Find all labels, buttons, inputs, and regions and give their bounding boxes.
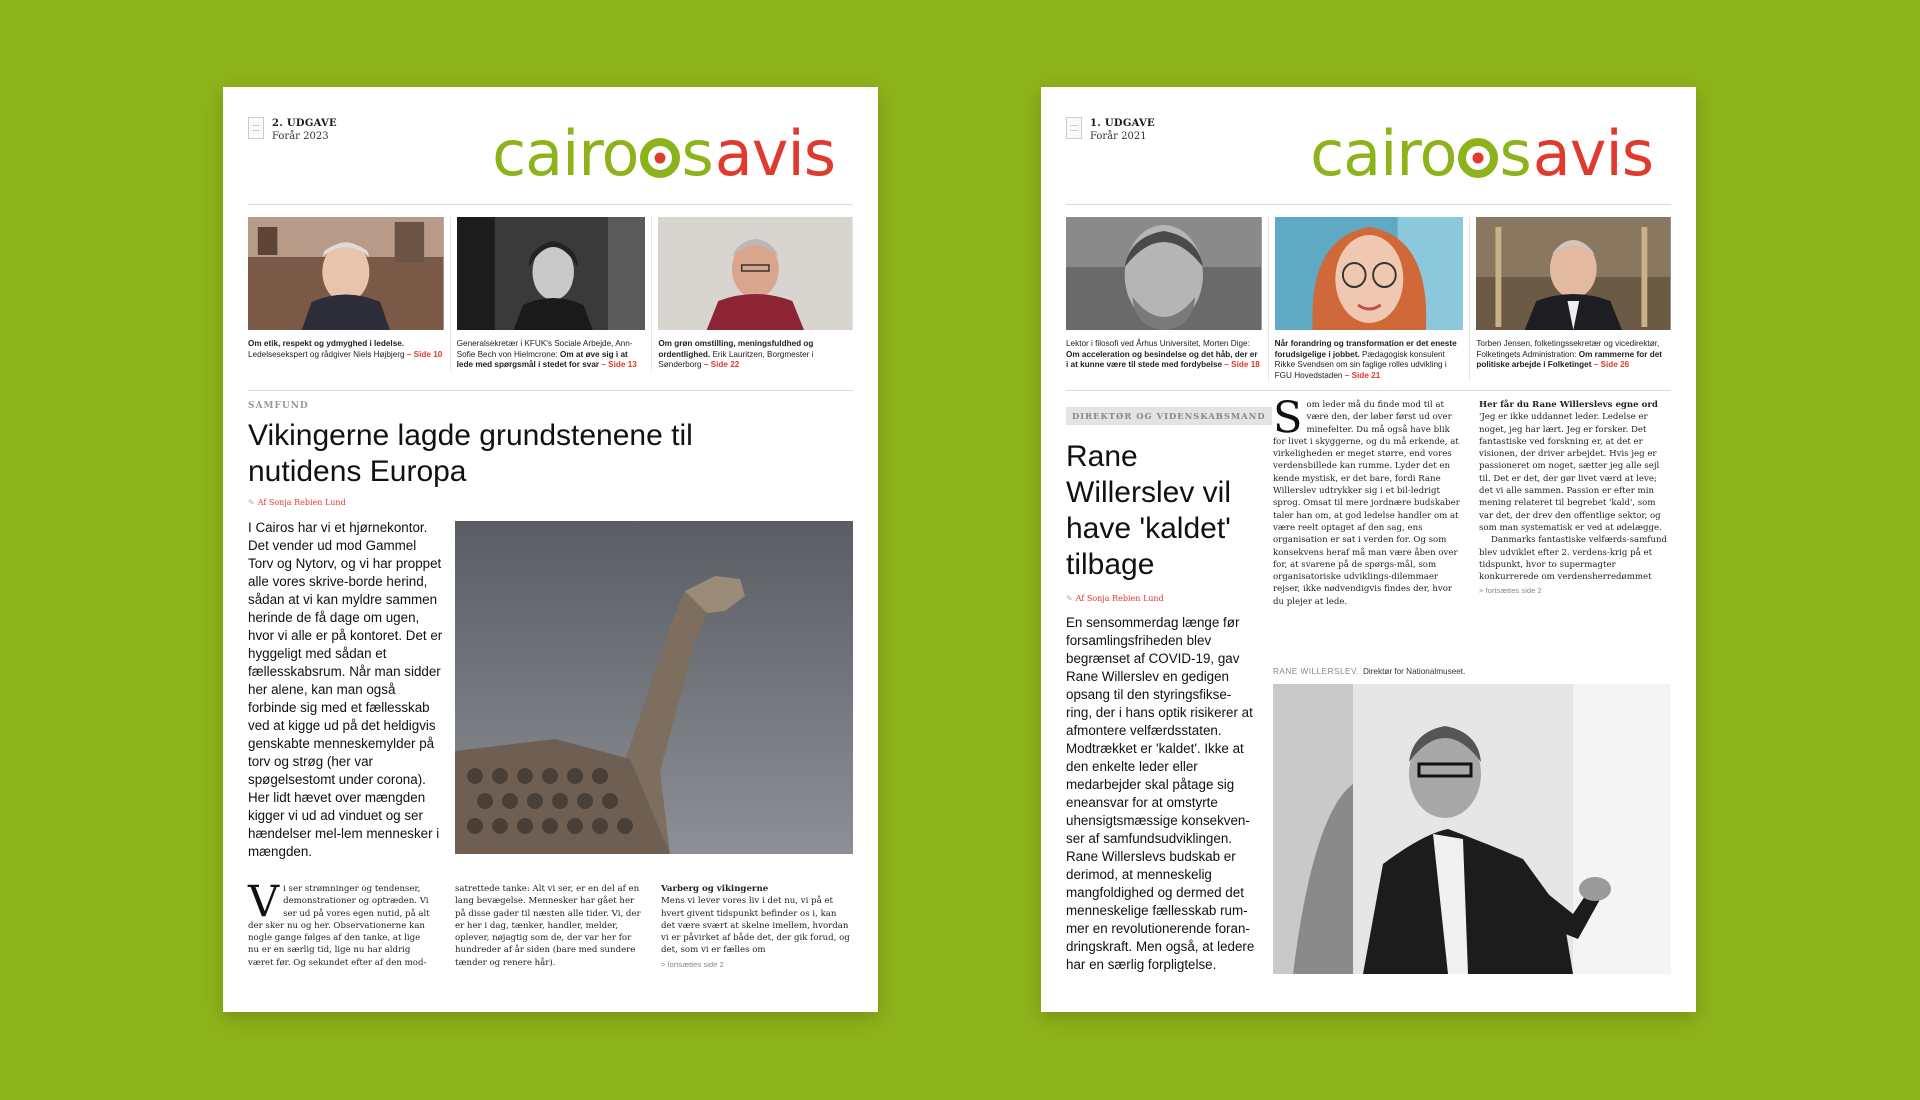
article-byline: ✎ Af Sonja Rebien Lund bbox=[248, 498, 346, 507]
logo-text-avis: avis bbox=[1532, 117, 1653, 190]
edition-info bbox=[1066, 117, 1155, 143]
edition-number: 1. UDGAVE bbox=[1090, 118, 1155, 129]
portrait-photo bbox=[1476, 217, 1671, 330]
pen-icon: ✎ bbox=[1066, 594, 1073, 603]
teaser-item[interactable] bbox=[450, 217, 652, 371]
document-icon bbox=[248, 117, 264, 139]
drop-cap: S bbox=[1273, 393, 1303, 443]
edition-number: 2. UDGAVE bbox=[272, 118, 337, 129]
teaser-item[interactable] bbox=[1268, 217, 1470, 381]
article-lead: I Cairos har vi et hjørnekontor. Det vender ud mod Gammel Torv og Nytorv, og vi har proppet alle vores skrive-borde herind, sådan at vi kan myldre sammen herinde de få dage om ugen, hvor vi alle er på kontoret. Det er hyggeligt med sådan et fællesskabsrum. Når man sidder her alene, kan man også forbinde sig med et fællesskab ved at kigge ud på det heldigvis genskabte menneskemylder på torv og strøg (her var spøgelsestomt under corona). Her lidt hævet over mængden kigger vi ud ad vinduet og ser hændelser mel-lem mennesker i mængden. bbox=[248, 520, 443, 859]
logo-text-avis: avis bbox=[714, 117, 835, 190]
teaser-text: Torben Jensen, folketingssekretær og vicedirektør, Folketingets Administration: Om rammerne for det politiske arbejde i Folketinget – Side 26 bbox=[1476, 339, 1662, 370]
drop-cap: V bbox=[248, 877, 280, 927]
continued-link[interactable]: > fortsættes side 2 bbox=[1479, 586, 1542, 596]
pen-icon: ✎ bbox=[248, 498, 255, 507]
teaser-text: Lektor i filosofi ved Århus Universitet, Morten Dige: Om acceleration og besindelse og det håb, der er i at kunne være til stede med fordybelse – Side 18 bbox=[1066, 339, 1260, 370]
cairosavis-logo: cairo s avis bbox=[492, 117, 835, 190]
portrait-photo bbox=[1066, 217, 1262, 330]
logo-target-icon bbox=[640, 138, 680, 178]
document-icon bbox=[1066, 117, 1082, 139]
section-tag: DIREKTØR OG VIDENSKABSMAND bbox=[1066, 407, 1272, 425]
newspaper-page-right bbox=[1041, 87, 1696, 1012]
continued-link[interactable]: > fortsættes side 2 bbox=[661, 959, 724, 969]
rane-willerslev-photo bbox=[1273, 684, 1671, 974]
teaser-item[interactable] bbox=[1066, 217, 1268, 381]
teaser-text: Generalsekretær i KFUK's Sociale Arbejde, Ann-Sofie Bech von Hielmcrone: Om at øve sig i at lede med spørgsmål i stedet for svar – Side 13 bbox=[456, 339, 637, 370]
article-headline[interactable]: Vikingerne lagde grundstenene til nutidens Europa bbox=[248, 419, 693, 488]
teaser-text: Når forandring og transformation er det eneste forudsigelige i jobbet. Pædagogisk konsulent Rikke Svendsen om sin faglige rolles udvikling i FGU Hovedstaden – Side 21 bbox=[1274, 339, 1457, 380]
edition-season: Forår 2023 bbox=[272, 131, 329, 142]
article-column-1: Vi ser strømninger og tendenser, demonstrationer og optræden. Vi ser ud på vores egen nutid, på alt der sker nu og her. Observationerne kan nogle gange følges af den tanke, at lige nu er en særlig tid, lige nu har aldrig været før. Og sekundet efter af den mod- bbox=[248, 877, 430, 968]
logo-target-icon bbox=[1458, 138, 1498, 178]
column-subhead: Her får du Rane Willerslevs egne ord bbox=[1479, 400, 1658, 410]
edition-season: Forår 2021 bbox=[1090, 131, 1147, 142]
divider bbox=[248, 204, 853, 205]
divider bbox=[1066, 204, 1671, 205]
article-lead: En sensommerdag længe før forsamlingsfriheden blev begrænset af COVID-19, gav Rane Willerslev en gedigen opsang til den styringsfikse-ring, der i hans optik risikerer at afmontere velfærdsstaten. Modtrækket er 'kaldet'. Ikke at den enkelte leder eller medarbejder skal påtage sig eneansvar for at omstyrte uhensigtsmæssige konsekven-ser af samfundsudviklingen. Rane Willerslevs budskab er derimod, at menneskelig mangfoldighed og dermed det menneskelige fællesskab rum-mer en revolutionerende foran-dringskraft. Men også, at ledere har en særlig forpligtelse. bbox=[1066, 615, 1255, 972]
teaser-text: Om grøn omstilling, meningsfuldhed og ordentlighed. Erik Lauritzen, Borgmester i Sønderborg – Side 22 bbox=[658, 339, 814, 370]
photo-caption: RANE WILLERSLEV. Direktør for Nationalmuseet. bbox=[1273, 667, 1466, 676]
newspaper-page-left bbox=[223, 87, 878, 1012]
article-column-2: Her får du Rane Willerslevs egne ord 'Jeg er ikke uddannet leder. Ledelse er noget, jeg har lært. Jeg er forsker. Det fantastiske ved forskning er, at det er visionen, der driver arbejdet. Hvis jeg er passioneret om noget, sætter jeg alle sejl til. Det er det, der gør livet værd at leve; det vi alle sammen. Passion er efter min mening relateret til begrebet 'kald', som var det, der drev den offentlige sektor, og som man systematisk er ved at ødelægge. Danmarks fantastiske velfærds-samfund blev udviklet efter 2. verdens-krig på et tidspunkt, hvor to supermagter konkurrerede om verdensherredømmet > fortsættes side 2 bbox=[1479, 399, 1671, 598]
teaser-item[interactable] bbox=[651, 217, 853, 371]
portrait-photo bbox=[457, 217, 646, 330]
teaser-item[interactable] bbox=[1469, 217, 1671, 381]
cairosavis-logo: cairo s avis bbox=[1310, 117, 1653, 190]
section-kicker: SAMFUND bbox=[248, 401, 309, 411]
portrait-photo bbox=[248, 217, 444, 330]
article-column-2: satrettede tanke: Alt vi ser, er en del af en lang bevægelse. Mennesker har gået her på disse gader til næsten alle tider. Vi, der er her i dag, tænker, handler, melder, oplever, nøjagtig som de, der var her for hundreder af år siden (bare med sundere tænder og renere hår). bbox=[455, 884, 641, 968]
divider bbox=[248, 390, 853, 391]
article-column-3: Varberg og vikingerne Mens vi lever vores liv i det nu, vi på et hvert givent tidspunkt befinder os i, kan det være svært at skelne imellem, hvordan vi er påvirket af både det, der gik forud, og det, som vi er fælles om > fortsættes side 2 bbox=[661, 883, 853, 971]
article-headline[interactable]: Rane Willerslev vil have 'kaldet' tilbage bbox=[1066, 440, 1231, 581]
divider bbox=[1066, 390, 1671, 391]
logo-text-cairo: cairo bbox=[1310, 117, 1457, 190]
article-column-1: Som leder må du finde mod til at være den, der løber først ud over minefelter. Du må også have blik for livet i skyggerne, og du må erkende, at virkeligheden er meget større, end vores verdensbillede kan rumme. Lyder det en kende mystisk, er det bare, fordi Rane Willerslev udtrykker sig i et bil-ledrigt sprog. Omsat til mere jordnære budskaber taler han om, at god ledelse handler om at være reelt optaget af den sag, ens organisation er sat i verden for. Og som konsekvens heraf må man være åben over for, at svarene på de spørgs-mål, som organisatoriske udviklings-dilemmaer rejser, ikke nødvendigvis findes der, hvor du plejer at lede. bbox=[1273, 393, 1460, 607]
viking-ship-photo bbox=[455, 521, 853, 854]
column-subhead: Varberg og vikingerne bbox=[661, 884, 769, 894]
teaser-row bbox=[1066, 217, 1671, 381]
article-byline: ✎ Af Sonja Rebien Lund bbox=[1066, 594, 1164, 603]
logo-text-cairo: cairo bbox=[492, 117, 639, 190]
teaser-row bbox=[248, 217, 853, 371]
teaser-item[interactable] bbox=[248, 217, 450, 371]
teaser-text: Om etik, respekt og ydmyghed i ledelse. Ledelsesekspert og rådgiver Niels Højbjerg – Side 10 bbox=[248, 339, 443, 359]
edition-info bbox=[248, 117, 337, 143]
portrait-photo bbox=[658, 217, 853, 330]
portrait-photo bbox=[1275, 217, 1464, 330]
